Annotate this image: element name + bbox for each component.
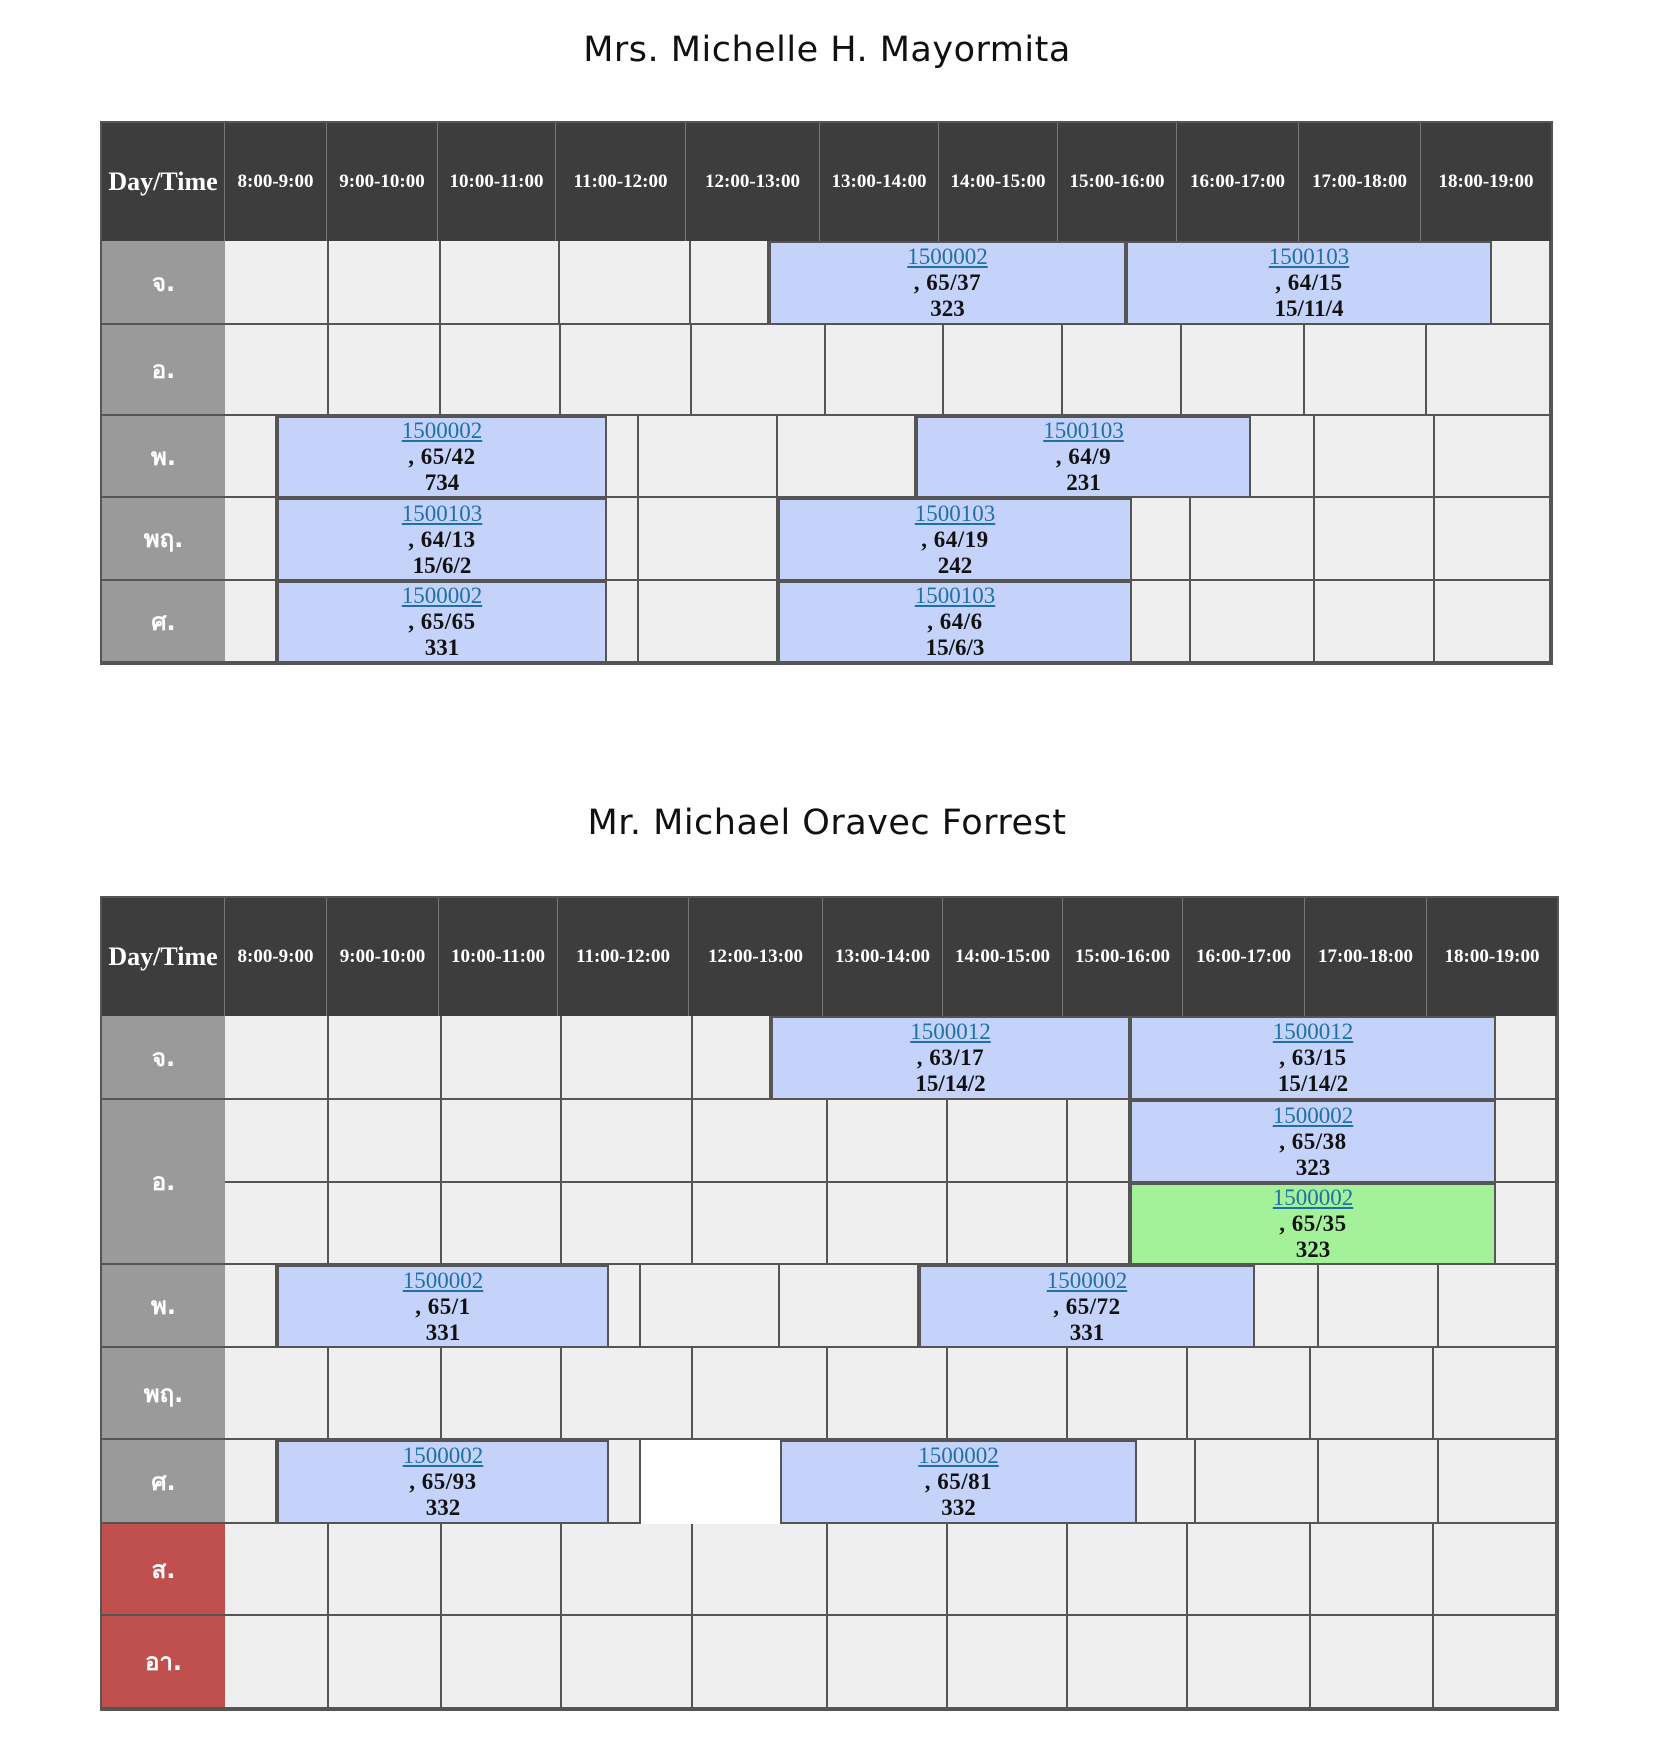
header-slot: 12:00-13:00	[688, 898, 822, 1016]
class-block[interactable]	[919, 1265, 1255, 1348]
empty-cell	[1434, 1616, 1557, 1709]
header-slot: 10:00-11:00	[437, 123, 555, 241]
class-block[interactable]	[277, 416, 607, 498]
class-block[interactable]	[277, 498, 607, 581]
course-code-link[interactable]: 1500002	[1272, 1185, 1354, 1210]
empty-cell	[1188, 1348, 1311, 1440]
empty-cell	[948, 1183, 1068, 1265]
header-slot: 12:00-13:00	[685, 123, 819, 241]
header-day-time: Day/Time	[108, 942, 218, 971]
section-number: , 65/81	[924, 1469, 993, 1494]
course-code-link[interactable]: 1500002	[907, 244, 988, 269]
day-label-sat: ส.	[102, 1524, 225, 1616]
section-number: , 65/72	[1053, 1293, 1121, 1319]
empty-cell	[1439, 1440, 1557, 1524]
empty-cell	[442, 1348, 562, 1440]
empty-cell	[1191, 581, 1315, 663]
empty-cell	[780, 1265, 919, 1348]
empty-cell	[639, 581, 778, 663]
empty-cell	[225, 498, 277, 581]
empty-cell	[441, 325, 561, 416]
empty-cell	[225, 1524, 329, 1616]
empty-cell	[1132, 581, 1191, 663]
class-block[interactable]	[1130, 1016, 1496, 1100]
course-code-link[interactable]: 1500103	[1043, 418, 1124, 443]
empty-cell	[1315, 581, 1435, 663]
empty-cell	[641, 1265, 780, 1348]
empty-cell	[1319, 1440, 1439, 1524]
room-number: 734	[424, 470, 460, 495]
header-slot: 15:00-16:00	[1062, 898, 1182, 1016]
empty-cell	[1311, 1616, 1434, 1709]
room-number: 242	[937, 552, 973, 578]
course-code-link[interactable]: 1500002	[1046, 1267, 1128, 1293]
empty-cell	[1435, 581, 1551, 663]
empty-cell	[1132, 498, 1191, 581]
room-number: 332	[425, 1495, 461, 1520]
empty-cell	[826, 325, 944, 416]
room-number: 331	[424, 635, 460, 660]
empty-cell	[691, 241, 769, 325]
section-number: , 65/38	[1279, 1128, 1347, 1154]
class-block[interactable]	[771, 1016, 1130, 1100]
empty-cell	[693, 1100, 828, 1183]
teacher-name-title: Mr. Michael Oravec Forrest	[587, 803, 1067, 843]
class-block[interactable]	[277, 1440, 609, 1524]
empty-cell	[225, 241, 329, 325]
day-label-wed: พ.	[102, 416, 225, 498]
header-slot: 14:00-15:00	[942, 898, 1062, 1016]
section-number: , 65/42	[408, 444, 476, 469]
empty-cell	[1255, 1265, 1319, 1348]
empty-cell	[225, 1265, 277, 1348]
course-code-link[interactable]: 1500002	[1272, 1102, 1354, 1128]
room-number: 15/6/3	[925, 635, 985, 660]
course-code-link[interactable]: 1500103	[401, 500, 483, 526]
class-block[interactable]	[769, 241, 1126, 325]
empty-cell	[225, 1440, 277, 1524]
room-number: 15/11/4	[1274, 296, 1344, 321]
empty-cell	[225, 1100, 329, 1183]
day-label-sun: อา.	[102, 1616, 225, 1709]
course-code-link[interactable]: 1500103	[914, 500, 996, 526]
timetable-grid	[100, 121, 1553, 665]
empty-cell	[1196, 1440, 1319, 1524]
class-block[interactable]	[1130, 1183, 1496, 1265]
empty-cell	[1496, 1100, 1557, 1183]
empty-cell	[778, 416, 916, 498]
room-number: 15/6/2	[412, 552, 472, 578]
header-slot: 8:00-9:00	[224, 898, 326, 1016]
empty-cell	[828, 1524, 948, 1616]
class-block[interactable]	[780, 1440, 1137, 1524]
empty-cell	[329, 325, 441, 416]
header-slot: 10:00-11:00	[438, 898, 557, 1016]
section-number: , 63/15	[1279, 1045, 1347, 1070]
empty-cell	[607, 581, 639, 663]
empty-cell	[329, 1100, 442, 1183]
class-block[interactable]	[778, 581, 1132, 663]
header-slot: 18:00-19:00	[1426, 898, 1557, 1016]
empty-cell	[948, 1100, 1068, 1183]
day-label-mon: จ.	[102, 241, 225, 325]
class-block[interactable]	[277, 581, 607, 663]
empty-cell	[1305, 325, 1427, 416]
empty-cell	[1492, 241, 1551, 325]
course-code-link[interactable]: 1500002	[918, 1443, 999, 1468]
timetable-header	[102, 123, 1551, 241]
header-slot: 11:00-12:00	[557, 898, 688, 1016]
empty-cell	[329, 241, 441, 325]
empty-cell	[329, 1016, 442, 1100]
course-code-link[interactable]: 1500103	[914, 583, 996, 608]
empty-cell	[1435, 498, 1551, 581]
header-day-time: Day/Time	[108, 167, 218, 196]
header-slot: 16:00-17:00	[1182, 898, 1304, 1016]
header-slot: 13:00-14:00	[822, 898, 942, 1016]
section-number: , 64/13	[408, 526, 476, 552]
section-number: , 64/9	[1055, 444, 1112, 469]
empty-cell	[693, 1524, 828, 1616]
day-label-fri: ศ.	[102, 1440, 225, 1524]
empty-cell	[1188, 1524, 1311, 1616]
teacher-name-title: Mrs. Michelle H. Mayormita	[583, 30, 1071, 70]
course-code-link[interactable]: 1500002	[401, 583, 483, 608]
empty-cell	[1068, 1524, 1188, 1616]
empty-cell	[1311, 1524, 1434, 1616]
room-number: 323	[1295, 1154, 1331, 1180]
empty-cell	[562, 1100, 693, 1183]
course-code-link[interactable]: 1500002	[401, 418, 483, 443]
empty-cell	[1191, 498, 1315, 581]
section-number: , 64/6	[927, 609, 983, 634]
empty-cell	[1068, 1348, 1188, 1440]
empty-cell	[609, 1265, 641, 1348]
empty-cell	[828, 1100, 948, 1183]
header-slot: 8:00-9:00	[224, 123, 326, 241]
empty-cell	[1311, 1348, 1434, 1440]
empty-cell	[828, 1616, 948, 1709]
empty-cell	[828, 1183, 948, 1265]
empty-cell	[442, 1524, 562, 1616]
empty-cell	[607, 416, 639, 498]
empty-cell	[693, 1348, 828, 1440]
empty-cell	[948, 1348, 1068, 1440]
empty-cell	[225, 581, 277, 663]
empty-cell	[1137, 1440, 1196, 1524]
header-slot: 9:00-10:00	[326, 898, 438, 1016]
empty-cell	[225, 1616, 329, 1709]
header-slot: 16:00-17:00	[1176, 123, 1298, 241]
empty-cell	[639, 498, 778, 581]
class-block[interactable]	[916, 416, 1251, 498]
empty-cell	[442, 1616, 562, 1709]
class-block[interactable]	[778, 498, 1132, 581]
empty-cell	[1315, 416, 1435, 498]
section-number: , 63/17	[916, 1045, 985, 1070]
room-number: 331	[1069, 1319, 1105, 1345]
header-slot: 13:00-14:00	[819, 123, 938, 241]
empty-cell	[639, 416, 778, 498]
room-number: 323	[1295, 1237, 1331, 1262]
empty-cell	[225, 1183, 329, 1265]
day-label-thu: พฤ.	[102, 1348, 225, 1440]
empty-cell	[225, 1348, 329, 1440]
empty-cell	[1319, 1265, 1439, 1348]
empty-cell	[329, 1348, 442, 1440]
day-label-thu: พฤ.	[102, 498, 225, 581]
empty-cell	[1439, 1265, 1557, 1348]
empty-cell	[1251, 416, 1315, 498]
empty-cell	[948, 1616, 1068, 1709]
course-code-link[interactable]: 1500103	[1268, 244, 1350, 269]
section-number: , 65/37	[913, 270, 982, 295]
day-label-mon: จ.	[102, 1016, 225, 1100]
empty-cell	[1188, 1616, 1311, 1709]
empty-cell	[1068, 1616, 1188, 1709]
section-number: , 64/15	[1275, 270, 1343, 295]
empty-cell	[1427, 325, 1551, 416]
empty-cell	[441, 241, 560, 325]
room-number: 15/14/2	[915, 1071, 986, 1096]
header-slot: 17:00-18:00	[1298, 123, 1420, 241]
empty-cell	[562, 1616, 693, 1709]
empty-cell	[329, 1524, 442, 1616]
room-number: 15/14/2	[1277, 1071, 1349, 1096]
timetable-header	[102, 898, 1557, 1016]
empty-cell	[693, 1616, 828, 1709]
empty-cell	[1315, 498, 1435, 581]
empty-cell	[225, 325, 329, 416]
class-block[interactable]	[1126, 241, 1492, 325]
room-number: 323	[930, 296, 965, 321]
empty-cell	[1182, 325, 1305, 416]
header-slot: 15:00-16:00	[1057, 123, 1176, 241]
empty-cell	[692, 325, 826, 416]
empty-cell	[609, 1440, 641, 1524]
empty-cell	[828, 1348, 948, 1440]
empty-cell	[607, 498, 639, 581]
empty-cell	[693, 1183, 828, 1265]
empty-cell	[1496, 1183, 1557, 1265]
room-number: 332	[941, 1495, 976, 1520]
section-number: , 65/1	[415, 1293, 471, 1319]
class-block[interactable]	[1130, 1100, 1496, 1183]
course-code-link[interactable]: 1500002	[402, 1443, 484, 1468]
empty-cell	[1435, 416, 1551, 498]
empty-cell	[944, 325, 1063, 416]
empty-cell	[442, 1100, 562, 1183]
section-number: , 65/65	[408, 609, 476, 634]
header-slot: 17:00-18:00	[1304, 898, 1426, 1016]
day-label-tue: อ.	[102, 1100, 225, 1265]
empty-cell	[329, 1616, 442, 1709]
empty-cell	[329, 1183, 442, 1265]
day-label-tue: อ.	[102, 325, 225, 416]
empty-cell	[1434, 1348, 1557, 1440]
header-slot: 14:00-15:00	[938, 123, 1057, 241]
empty-cell	[560, 241, 691, 325]
empty-cell	[442, 1183, 562, 1265]
timetable-grid	[100, 896, 1559, 1711]
empty-cell	[1068, 1183, 1130, 1265]
empty-cell	[693, 1016, 771, 1100]
empty-cell	[948, 1524, 1068, 1616]
course-code-link[interactable]: 1500002	[402, 1267, 484, 1293]
empty-cell	[1434, 1524, 1557, 1616]
empty-cell	[562, 1016, 693, 1100]
section-number: , 64/19	[921, 526, 989, 552]
section-number: , 65/93	[409, 1469, 477, 1494]
course-code-link[interactable]: 1500012	[1272, 1019, 1354, 1044]
empty-cell	[225, 416, 277, 498]
header-slot: 9:00-10:00	[326, 123, 437, 241]
day-label-wed: พ.	[102, 1265, 225, 1348]
empty-cell	[1063, 325, 1182, 416]
class-block[interactable]	[277, 1265, 609, 1348]
course-code-link[interactable]: 1500012	[910, 1019, 991, 1044]
header-slot: 11:00-12:00	[555, 123, 685, 241]
empty-cell	[562, 1183, 693, 1265]
room-number: 231	[1066, 470, 1101, 495]
header-slot: 18:00-19:00	[1420, 123, 1551, 241]
empty-cell	[225, 1016, 329, 1100]
empty-cell	[1068, 1100, 1130, 1183]
empty-cell	[562, 1524, 693, 1616]
empty-cell	[561, 325, 692, 416]
room-number: 331	[425, 1319, 461, 1345]
section-number: , 65/35	[1279, 1211, 1347, 1236]
empty-cell	[442, 1016, 562, 1100]
day-label-fri: ศ.	[102, 581, 225, 663]
empty-cell	[1496, 1016, 1557, 1100]
empty-cell	[562, 1348, 693, 1440]
